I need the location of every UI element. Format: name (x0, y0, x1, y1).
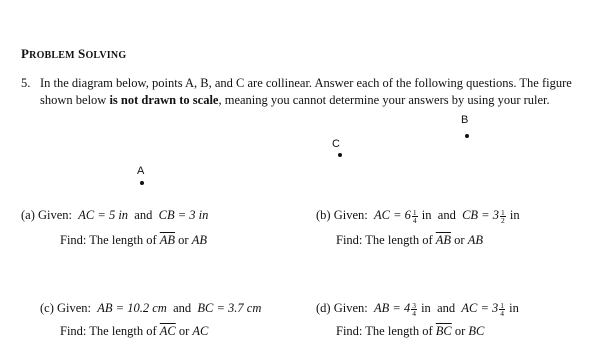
part-d-given (316, 301, 519, 317)
point-c-dot (338, 153, 342, 157)
part-b-find (336, 233, 483, 248)
part-b-unit2: in (509, 208, 520, 222)
part-a-expr2: CB = 3 in (158, 208, 209, 222)
part-a-find-prefix: Find: The length of (60, 233, 157, 247)
part-c-and: and (173, 301, 192, 315)
part-d-ab-fraction (411, 302, 417, 317)
section-heading (21, 46, 126, 62)
part-d-find-prefix: Find: The length of (336, 324, 433, 338)
part-c-segment: $\overline{AC}$ (159, 324, 176, 338)
part-b-ac-fraction (412, 209, 418, 224)
part-c-length: AC (192, 324, 209, 338)
part-c-expr1: AB = 10.2 cm (97, 301, 167, 315)
part-b-or: or (454, 233, 465, 247)
point-b-label: B (461, 114, 469, 126)
heading-rest-2: OLVING (85, 50, 127, 61)
part-d-ab-den: 4 (412, 308, 416, 318)
part-d-or: or (454, 324, 466, 338)
point-a-dot (140, 181, 144, 185)
part-b-given (316, 208, 520, 224)
part-a-segment: $\overline{AB}$ (159, 233, 176, 247)
part-d-ab-num: 3 (412, 300, 416, 310)
point-c-label: C (332, 138, 340, 150)
point-b-dot (465, 134, 469, 138)
part-b-ac-den: 4 (412, 215, 417, 225)
part-d-ac-fraction (499, 302, 505, 317)
heading-initial-p: P (21, 46, 30, 61)
part-b-unit1: in (421, 208, 432, 222)
part-c-find-prefix: Find: The length of (60, 324, 157, 338)
part-c-prefix: (c) Given: (40, 301, 92, 315)
part-a-find (60, 233, 207, 248)
part-d-unit1: in (421, 301, 431, 315)
part-b-cb-fraction (500, 209, 506, 224)
part-c-or: or (178, 324, 190, 338)
part-a-given (21, 208, 208, 223)
part-d-length: BC (468, 324, 485, 338)
part-b-prefix: (b) Given: (316, 208, 368, 222)
part-a-expr1: AC = 5 in (78, 208, 129, 222)
part-d-ac-label: AC = 3 (461, 301, 499, 315)
line2-post: , meaning you cannot determine your answers by using your ruler. (218, 93, 550, 107)
heading-initial-s: S (78, 46, 86, 61)
part-d-ac-den: 4 (500, 308, 505, 318)
part-b-cb-num: 1 (501, 207, 505, 217)
part-c-given (40, 301, 261, 316)
part-d-ab-label: AB = 4 (373, 301, 411, 315)
part-a-or: or (178, 233, 189, 247)
part-b-find-prefix: Find: The length of (336, 233, 433, 247)
part-b-cb-den: 2 (501, 215, 505, 225)
problem-number: 5. (21, 76, 31, 90)
part-b-ac-label: AC = 6 (373, 208, 411, 222)
part-d-find (336, 324, 484, 339)
part-b-and: and (437, 208, 456, 222)
part-b-ac-num: 1 (412, 207, 417, 217)
part-c-find (60, 324, 208, 339)
part-b-length: AB (467, 233, 483, 247)
part-b-segment: $\overline{AB}$ (435, 233, 452, 247)
part-a-prefix: (a) Given: (21, 208, 73, 222)
part-a-and: and (134, 208, 153, 222)
problem-text-line1: In the diagram below, points A, B, and C are collinear. Answer each of the following questions. The figure (40, 76, 572, 90)
line2-bold: is not drawn to scale (109, 93, 219, 107)
part-d-prefix: (d) Given: (316, 301, 368, 315)
part-d-unit2: in (509, 301, 519, 315)
problem-text-line2 (40, 93, 550, 108)
line2-pre: shown below (40, 93, 110, 107)
part-b-cb-label: CB = 3 (462, 208, 499, 222)
part-d-segment: $\overline{BC}$ (435, 324, 452, 338)
part-c-expr2: BC = 3.7 cm (197, 301, 262, 315)
part-d-ac-num: 1 (500, 300, 505, 310)
part-a-length: AB (191, 233, 207, 247)
heading-rest-1: ROBLEM (29, 50, 75, 61)
point-a-label: A (137, 165, 145, 177)
part-d-and: and (437, 301, 456, 315)
